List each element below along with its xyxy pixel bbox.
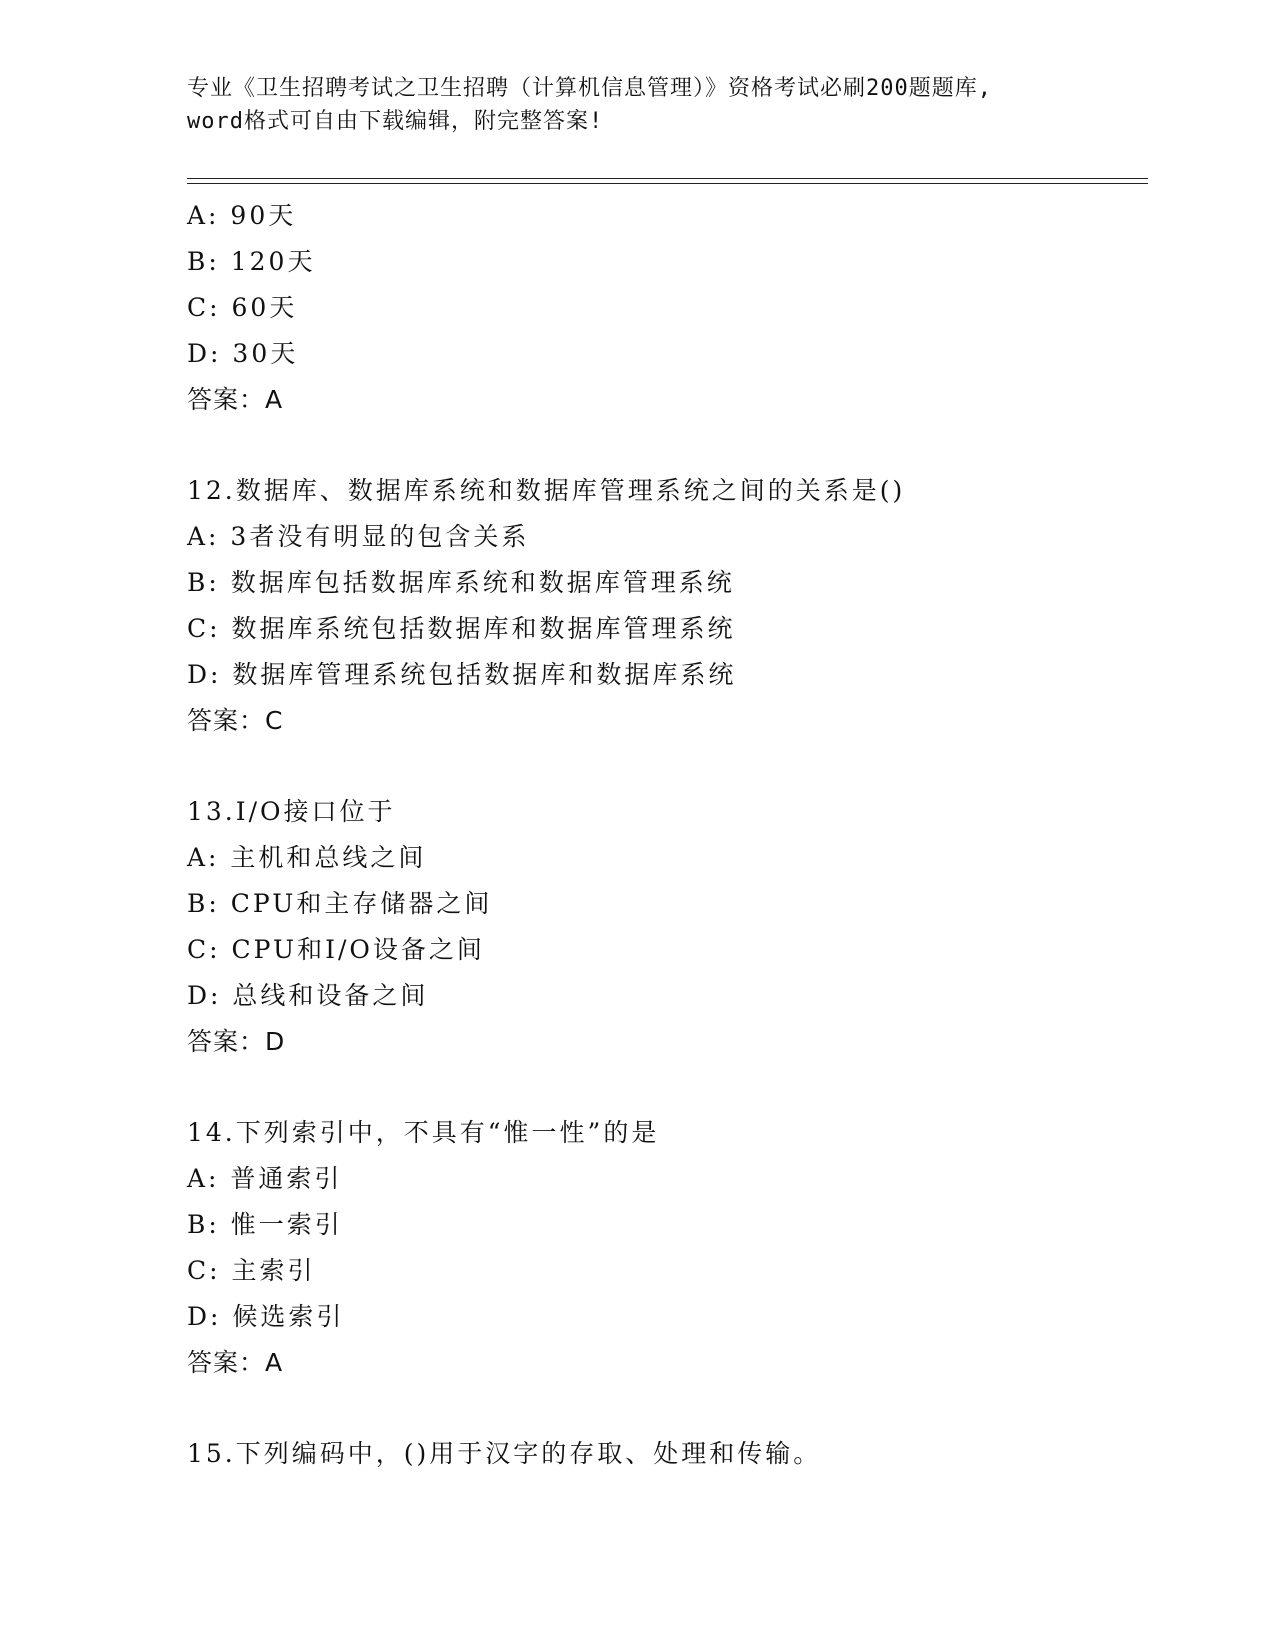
option-b: B: 惟一索引 [187, 1210, 343, 1239]
spacer [187, 744, 1147, 789]
option-c: C: CPU和I/O设备之间 [187, 935, 485, 964]
question-11 [187, 193, 1147, 423]
header-divider-top [187, 178, 1148, 179]
option-d: D: 总线和设备之间 [187, 981, 429, 1010]
option-a: A: 主机和总线之间 [187, 843, 427, 872]
option-a: A: 3者没有明显的包含关系 [187, 522, 530, 551]
option-c: C: 数据库系统包括数据库和数据库管理系统 [187, 614, 736, 643]
question-text: 14.下列索引中，不具有“惟一性”的是 [187, 1118, 660, 1147]
option-d: D: 30天 [187, 339, 299, 368]
question-13 [187, 789, 1147, 1065]
spacer [187, 1386, 1147, 1431]
question-text: 15.下列编码中，()用于汉字的存取、处理和传输。 [187, 1439, 822, 1468]
header-title-line-2: word格式可自由下载编辑，附完整答案! [187, 109, 604, 134]
answer: 答案：A [187, 385, 284, 414]
document-header [187, 72, 1087, 138]
question-12 [187, 468, 1147, 744]
option-b: B: CPU和主存储器之间 [187, 889, 493, 918]
option-d: D: 数据库管理系统包括数据库和数据库系统 [187, 660, 737, 689]
question-14 [187, 1110, 1147, 1386]
option-d: D: 候选索引 [187, 1302, 345, 1331]
option-c: C: 60天 [187, 293, 298, 322]
answer: 答案：C [187, 706, 284, 735]
answer: 答案：A [187, 1348, 284, 1377]
question-text: 13.I/O接口位于 [187, 797, 396, 826]
option-a: A: 90天 [187, 201, 297, 230]
option-b: B: 数据库包括数据库系统和数据库管理系统 [187, 568, 735, 597]
header-divider-bottom [187, 183, 1148, 184]
question-list [187, 193, 1147, 1477]
header-title-line-1: 专业《卫生招聘考试之卫生招聘（计算机信息管理）》资格考试必刷200题题库, [187, 76, 992, 101]
option-c: C: 主索引 [187, 1256, 316, 1285]
option-b: B: 120天 [187, 247, 316, 276]
spacer [187, 1065, 1147, 1110]
question-text: 12.数据库、数据库系统和数据库管理系统之间的关系是() [187, 476, 906, 505]
spacer [187, 423, 1147, 468]
question-15 [187, 1431, 1147, 1477]
answer: 答案：D [187, 1027, 286, 1056]
option-a: A: 普通索引 [187, 1164, 343, 1193]
